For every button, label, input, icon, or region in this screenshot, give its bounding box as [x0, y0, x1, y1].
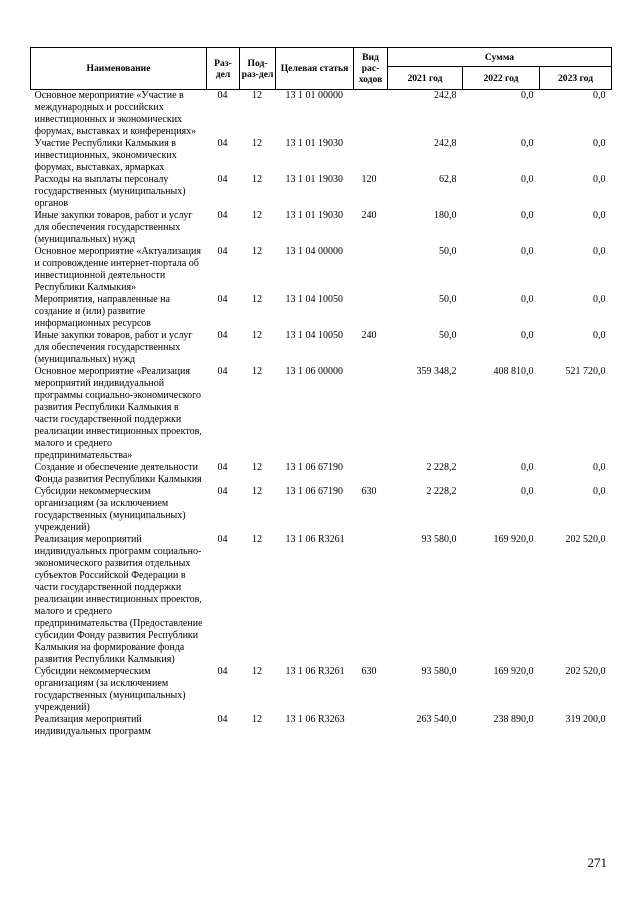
cell-target: 13 1 06 67190: [285, 462, 343, 473]
header-target: Целевая статья: [276, 48, 354, 90]
cell-kind: [354, 534, 388, 666]
cell-2021: 2 228,2: [426, 462, 457, 473]
cell-2022: 0,0: [521, 294, 534, 305]
cell-2022: 0,0: [521, 330, 534, 341]
cell-2021: 263 540,0: [416, 714, 457, 725]
header-year-2022: 2022 год: [463, 67, 540, 90]
cell-target: 13 1 06 00000: [285, 366, 343, 377]
cell-subsection: 12: [252, 462, 262, 473]
cell-subsection: 12: [252, 90, 262, 101]
cell-section: 04: [217, 174, 228, 185]
cell-section: 04: [217, 294, 228, 305]
table-row: [31, 90, 612, 139]
cell-target: 13 1 04 10050: [285, 294, 343, 305]
cell-subsection: 12: [252, 174, 262, 185]
cell-section: 04: [217, 462, 228, 473]
cell-section: 04: [217, 666, 228, 677]
cell-2022: 169 920,0: [493, 534, 534, 545]
cell-target: 13 1 01 00000: [285, 90, 343, 101]
table-row: [31, 330, 612, 366]
cell-subsection: 12: [252, 366, 262, 377]
cell-2022: 0,0: [521, 246, 534, 257]
page-number: 271: [587, 855, 607, 870]
cell-kind: 630: [361, 486, 377, 497]
cell-2022: 0,0: [521, 174, 534, 185]
cell-2023: 0,0: [593, 330, 606, 341]
table-row: [31, 666, 612, 714]
header-year-2023: 2023 год: [540, 67, 612, 90]
cell-2023: 0,0: [593, 462, 606, 473]
cell-target: 13 1 01 19030: [285, 138, 343, 149]
cell-subsection: 12: [252, 486, 262, 497]
cell-section: 04: [217, 534, 228, 545]
cell-2023: 319 200,0: [565, 714, 606, 725]
cell-2022: 238 890,0: [493, 714, 534, 725]
cell-kind: [354, 462, 388, 486]
cell-target: 13 1 01 19030: [285, 174, 343, 185]
cell-section: 04: [217, 210, 228, 221]
cell-name: Мероприятия, направленные на создание и (или) развитие информационных ресурсов: [34, 294, 170, 329]
cell-kind: [354, 294, 388, 330]
cell-name: Субсидии некоммерческим организациям (за исключением государственных (муниципальных) учреждений): [34, 666, 186, 713]
cell-name: Иные закупки товаров, работ и услуг для обеспечения государственных (муниципальных) нужд: [34, 330, 193, 365]
cell-name: Реализация мероприятий индивидуальных программ социально-экономического развития отдельных субъектов Российской Федерации в части государственной поддержки реализации инвестиционных проектов, малого и среднего предпринимательства (Предоставление субсидии Фонду развития Республики Калмыкия на формирование фонда развития Республики Калмыкия): [34, 534, 203, 665]
cell-kind: 120: [361, 174, 377, 185]
cell-subsection: 12: [252, 294, 262, 305]
table-row: [31, 294, 612, 330]
cell-name: Реализация мероприятий индивидуальных программ: [34, 714, 151, 737]
cell-section: 04: [217, 90, 228, 101]
cell-section: 04: [217, 330, 228, 341]
cell-target: 13 1 06 R3261: [285, 666, 345, 677]
cell-target: 13 1 06 67190: [285, 486, 343, 497]
table-row: [31, 486, 612, 534]
cell-section: 04: [217, 486, 228, 497]
cell-kind: [354, 138, 388, 174]
table-row: [31, 366, 612, 462]
table-row: [31, 138, 612, 174]
cell-name: Расходы на выплаты персоналу государственных (муниципальных) органов: [34, 174, 186, 209]
cell-2023: 0,0: [593, 210, 606, 221]
header-year-2021: 2021 год: [388, 67, 463, 90]
header-kind: Вид рас-ходов: [354, 48, 388, 90]
cell-2023: 0,0: [593, 90, 606, 101]
cell-subsection: 12: [252, 246, 262, 257]
cell-kind: [354, 90, 388, 139]
cell-kind: 630: [361, 666, 377, 677]
cell-2022: 408 810,0: [493, 366, 534, 377]
header-sum: Сумма: [388, 48, 612, 67]
cell-target: 13 1 01 19030: [285, 210, 343, 221]
cell-2023: 521 720,0: [565, 366, 606, 377]
cell-name: Субсидии некоммерческим организациям (за исключением государственных (муниципальных) учреждений): [34, 486, 186, 533]
cell-name: Участие Республики Калмыкия в инвестиционных, экономических форумах, выставках, ярмарках: [34, 138, 177, 173]
cell-kind: 240: [361, 210, 377, 221]
cell-name: Иные закупки товаров, работ и услуг для обеспечения государственных (муниципальных) нужд: [34, 210, 193, 245]
table-row: [31, 714, 612, 738]
cell-name: Основное мероприятие «Актуализация и сопровождение интернет-портала об инвестиционной деятельности Республики Калмыкия»: [34, 246, 201, 293]
cell-2022: 0,0: [521, 462, 534, 473]
cell-2023: 0,0: [593, 138, 606, 149]
cell-2022: 0,0: [521, 486, 534, 497]
cell-subsection: 12: [252, 330, 262, 341]
cell-section: 04: [217, 138, 228, 149]
cell-2022: 0,0: [521, 138, 534, 149]
cell-subsection: 12: [252, 666, 262, 677]
cell-kind: 240: [361, 330, 377, 341]
cell-kind: [354, 714, 388, 738]
cell-2021: 242,8: [434, 138, 457, 149]
header-name: Наименование: [31, 48, 207, 90]
cell-name: Основное мероприятие «Реализация мероприятий индивидуальной программы социально-экономического развития Республики Калмыкия в части государственной поддержки реализации инвестиционных проектов, малого и среднего предпринимательства»: [34, 366, 202, 461]
header-subsection: Под-раз-дел: [240, 48, 276, 90]
table-row: [31, 174, 612, 210]
cell-2021: 242,8: [434, 90, 457, 101]
cell-section: 04: [217, 246, 228, 257]
cell-2021: 359 348,2: [416, 366, 457, 377]
cell-section: 04: [217, 714, 228, 725]
header-section: Раз-дел: [207, 48, 240, 90]
cell-kind: [354, 246, 388, 294]
cell-2021: 50,0: [439, 330, 457, 341]
cell-2021: 93 580,0: [421, 534, 457, 545]
cell-2021: 62,8: [439, 174, 457, 185]
cell-name: Создание и обеспечение деятельности Фонда развития Республики Калмыкия: [34, 462, 202, 485]
table-row: [31, 210, 612, 246]
cell-subsection: 12: [252, 534, 262, 545]
cell-2023: 0,0: [593, 294, 606, 305]
cell-2022: 169 920,0: [493, 666, 534, 677]
cell-2022: 0,0: [521, 90, 534, 101]
cell-target: 13 1 06 R3263: [285, 714, 345, 725]
cell-section: 04: [217, 366, 228, 377]
cell-2021: 180,0: [434, 210, 457, 221]
cell-2021: 50,0: [439, 294, 457, 305]
cell-2023: 0,0: [593, 486, 606, 497]
cell-2022: 0,0: [521, 210, 534, 221]
cell-target: 13 1 04 00000: [285, 246, 343, 257]
budget-table: [30, 47, 612, 738]
cell-name: Основное мероприятие «Участие в международных и российских инвестиционных и экономических форумах, выставках и конференциях»: [34, 90, 197, 137]
cell-subsection: 12: [252, 210, 262, 221]
table-header: [31, 48, 612, 90]
cell-2023: 0,0: [593, 174, 606, 185]
cell-2021: 2 228,2: [426, 486, 457, 497]
table-body: [31, 90, 612, 739]
table-row: [31, 246, 612, 294]
cell-subsection: 12: [252, 138, 262, 149]
cell-target: 13 1 04 10050: [285, 330, 343, 341]
cell-2023: 202 520,0: [565, 534, 606, 545]
cell-2023: 202 520,0: [565, 666, 606, 677]
table-row: [31, 534, 612, 666]
cell-target: 13 1 06 R3261: [285, 534, 345, 545]
cell-subsection: 12: [252, 714, 262, 725]
cell-2021: 93 580,0: [421, 666, 457, 677]
cell-2021: 50,0: [439, 246, 457, 257]
cell-kind: [354, 366, 388, 462]
table-row: [31, 462, 612, 486]
cell-2023: 0,0: [593, 246, 606, 257]
